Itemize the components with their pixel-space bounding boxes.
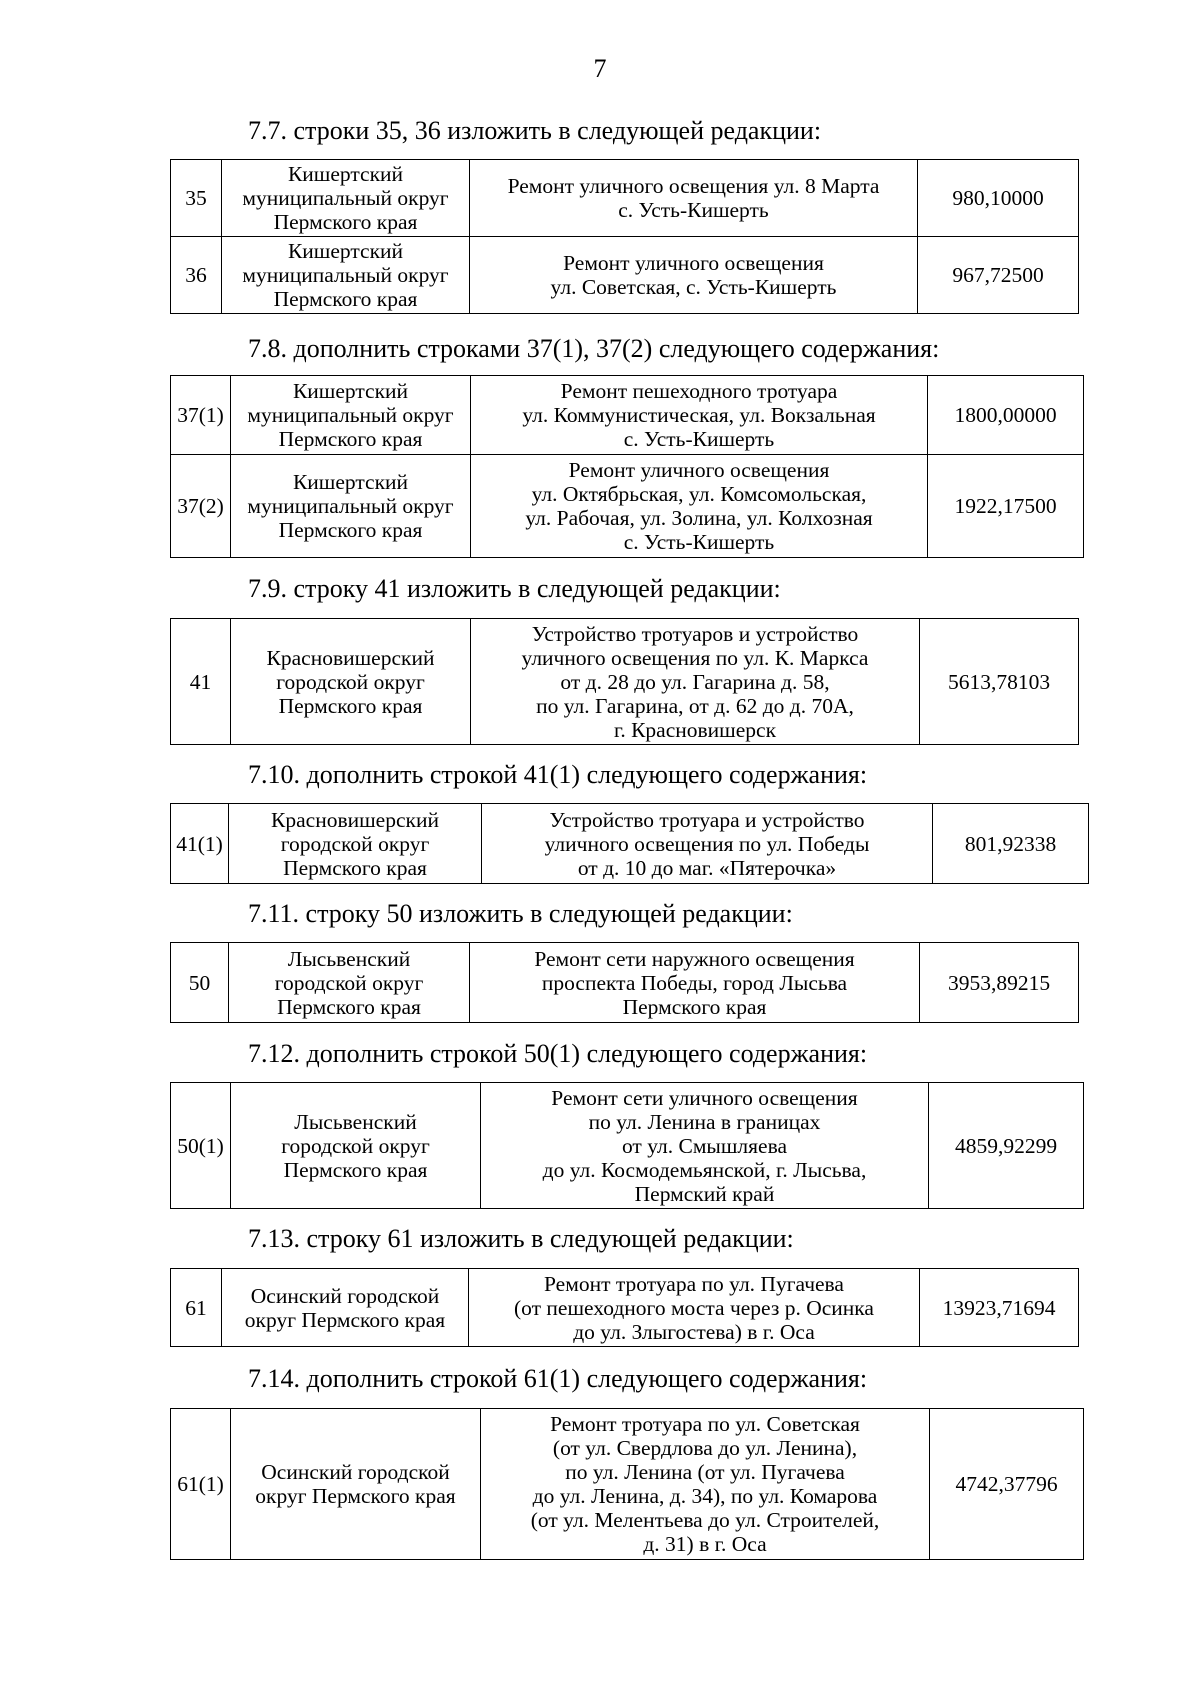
description-line: по ул. Гагарина, от д. 62 до д. 70А, — [536, 693, 854, 718]
row-number: 50 — [171, 943, 229, 1023]
amount-cell: 3953,89215 — [920, 943, 1079, 1023]
municipality-line: округ Пермского края — [255, 1484, 456, 1508]
amount-cell: 1800,00000 — [928, 376, 1084, 455]
description-cell — [471, 376, 928, 455]
row-number: 36 — [171, 237, 222, 314]
amendment-table — [170, 375, 1084, 558]
municipality-line: Красновишерский — [271, 807, 439, 832]
municipality-line: муниципальный округ — [247, 494, 454, 518]
municipality-line: Красновишерский — [266, 645, 435, 670]
municipality-line: Кишертский — [287, 239, 404, 263]
description-cell — [481, 1083, 929, 1209]
municipality-line: городской округ — [281, 1133, 430, 1158]
row-number: 41(1) — [171, 804, 229, 884]
description-line: от д. 10 до маг. «Пятерочка» — [577, 855, 837, 880]
municipality-cell — [222, 237, 470, 314]
municipality-line: Кишертский — [287, 162, 404, 186]
row-number: 37(2) — [171, 455, 231, 558]
description-line: д. 31) в г. Оса — [643, 1532, 767, 1556]
municipality-cell — [231, 1409, 481, 1560]
amount-cell: 980,10000 — [918, 160, 1079, 237]
description-line: от д. 28 до ул. Гагарина д. 58, — [560, 669, 830, 694]
municipality-line: городской округ — [274, 970, 424, 995]
municipality-line: Лысьвенский — [287, 946, 411, 971]
municipality-line: Осинский городской — [261, 1460, 450, 1484]
description-cell — [470, 943, 920, 1023]
row-number: 35 — [171, 160, 222, 237]
description-line: проспекта Победы, город Лысьва — [541, 970, 848, 995]
municipality-line: Пермского края — [278, 693, 423, 718]
description-line: г. Красновишерск — [613, 717, 777, 742]
description-cell — [471, 455, 928, 558]
description-line: ул. Рабочая, ул. Золина, ул. Колхозная — [525, 506, 873, 530]
description-line: Ремонт уличного освещения ул. 8 Марта — [507, 174, 880, 198]
municipality-line: городской округ — [280, 831, 430, 856]
municipality-cell — [229, 943, 470, 1023]
description-line: Ремонт тротуара по ул. Пугачева — [544, 1271, 844, 1296]
amount-cell: 801,92338 — [933, 804, 1089, 884]
description-line: уличного освещения по ул. Победы — [544, 831, 870, 856]
description-cell — [469, 1269, 920, 1347]
page-number: 7 — [593, 54, 607, 83]
amendment-table — [170, 618, 1079, 745]
amount-cell: 4859,92299 — [929, 1083, 1084, 1209]
municipality-line: городской округ — [276, 669, 425, 694]
section-heading: 7.7. строки 35, 36 изложить в следующей редакции: — [248, 116, 822, 145]
municipality-cell — [231, 1083, 481, 1209]
description-line: Пермский край — [634, 1181, 775, 1206]
description-line: до ул. Злыгостева) в г. Оса — [573, 1319, 815, 1344]
description-line: по ул. Ленина в границах — [588, 1109, 821, 1134]
description-cell — [470, 237, 918, 314]
table-row — [171, 1269, 1079, 1347]
municipality-cell — [222, 160, 470, 237]
municipality-line: Пермского края — [278, 427, 423, 451]
section-heading: 7.11. строку 50 изложить в следующей редакции: — [248, 899, 793, 928]
section-heading: 7.12. дополнить строкой 50(1) следующего содержания: — [248, 1039, 868, 1068]
row-number: 37(1) — [171, 376, 231, 455]
section-heading: 7.8. дополнить строками 37(1), 37(2) следующего содержания: — [248, 334, 940, 363]
description-line: Устройство тротуара и устройство — [549, 807, 865, 832]
description-line: ул. Советская, с. Усть-Кишерть — [550, 275, 837, 299]
description-line: ул. Октябрьская, ул. Комсомольская, — [531, 482, 867, 506]
amount-cell: 967,72500 — [918, 237, 1079, 314]
section-heading: 7.14. дополнить строкой 61(1) следующего содержания: — [248, 1364, 868, 1393]
table-row — [171, 376, 1084, 455]
description-line: от ул. Смышляева — [621, 1133, 788, 1158]
description-line: до ул. Ленина, д. 34), по ул. Комарова — [532, 1484, 878, 1508]
description-line: с. Усть-Кишерть — [623, 530, 775, 554]
amount-cell: 13923,71694 — [920, 1269, 1079, 1347]
municipality-cell — [222, 1269, 469, 1347]
amendment-table — [170, 1408, 1084, 1560]
municipality-line: Пермского края — [283, 855, 427, 880]
description-line: Ремонт сети уличного освещения — [551, 1085, 858, 1110]
description-line: Ремонт тротуара по ул. Советская — [550, 1412, 860, 1436]
description-line: Ремонт сети наружного освещения — [534, 946, 855, 971]
municipality-line: Пермского края — [273, 210, 418, 234]
section-heading: 7.10. дополнить строкой 41(1) следующего содержания: — [248, 760, 868, 789]
municipality-line: Пермского края — [273, 287, 418, 311]
description-line: Ремонт пешеходного тротуара — [560, 379, 838, 403]
municipality-cell — [231, 619, 471, 745]
amount-cell: 4742,37796 — [930, 1409, 1084, 1560]
amount-cell: 1922,17500 — [928, 455, 1084, 558]
section-heading: 7.13. строку 61 изложить в следующей редакции: — [248, 1224, 794, 1253]
amendment-table — [170, 803, 1089, 884]
description-line: с. Усть-Кишерть — [623, 427, 775, 451]
table-row — [171, 1409, 1084, 1560]
section-heading: 7.9. строку 41 изложить в следующей редакции: — [248, 574, 781, 603]
amount-cell: 5613,78103 — [920, 619, 1079, 745]
description-line: Ремонт уличного освещения — [563, 251, 824, 275]
description-cell — [481, 1409, 930, 1560]
row-number: 50(1) — [171, 1083, 231, 1209]
municipality-cell — [229, 804, 482, 884]
table-row — [171, 619, 1079, 745]
municipality-line: Пермского края — [278, 518, 423, 542]
description-line: ул. Коммунистическая, ул. Вокзальная — [522, 403, 876, 427]
table-row — [171, 237, 1079, 314]
row-number: 61(1) — [171, 1409, 231, 1560]
description-line: уличного освещения по ул. К. Маркса — [521, 645, 869, 670]
table-row — [171, 943, 1079, 1023]
municipality-line: муниципальный округ — [242, 186, 449, 210]
municipality-cell — [231, 376, 471, 455]
amendment-table — [170, 159, 1079, 314]
table-row — [171, 160, 1079, 237]
municipality-line: Лысьвенский — [294, 1109, 417, 1134]
description-line: по ул. Ленина (от ул. Пугачева — [565, 1460, 845, 1484]
municipality-line: округ Пермского края — [244, 1307, 446, 1332]
municipality-cell — [231, 455, 471, 558]
row-number: 41 — [171, 619, 231, 745]
table-row — [171, 804, 1089, 884]
amendment-table — [170, 942, 1079, 1023]
description-line: Пермского края — [622, 994, 767, 1019]
municipality-line: Осинский городской — [250, 1283, 440, 1308]
description-line: (от ул. Свердлова до ул. Ленина), — [552, 1436, 858, 1460]
municipality-line: Кишертский — [292, 379, 409, 403]
row-number: 61 — [171, 1269, 222, 1347]
amendment-table — [170, 1268, 1079, 1347]
description-cell — [471, 619, 920, 745]
municipality-line: Пермского края — [277, 994, 421, 1019]
description-line: с. Усть-Кишерть — [618, 198, 769, 222]
description-line: Ремонт уличного освещения — [568, 458, 830, 482]
description-cell — [470, 160, 918, 237]
municipality-line: Пермского края — [283, 1157, 428, 1182]
municipality-line: муниципальный округ — [242, 263, 449, 287]
description-line: (от пешеходного моста через р. Осинка — [514, 1295, 874, 1320]
description-cell — [482, 804, 933, 884]
amendment-table — [170, 1082, 1084, 1209]
municipality-line: муниципальный округ — [247, 403, 454, 427]
municipality-line: Кишертский — [292, 470, 409, 494]
description-line: (от ул. Мелентьева до ул. Строителей, — [530, 1508, 880, 1532]
table-row — [171, 1083, 1084, 1209]
table-row — [171, 455, 1084, 558]
description-line: Устройство тротуаров и устройство — [531, 621, 859, 646]
description-line: до ул. Космодемьянской, г. Лысьва, — [542, 1157, 867, 1182]
